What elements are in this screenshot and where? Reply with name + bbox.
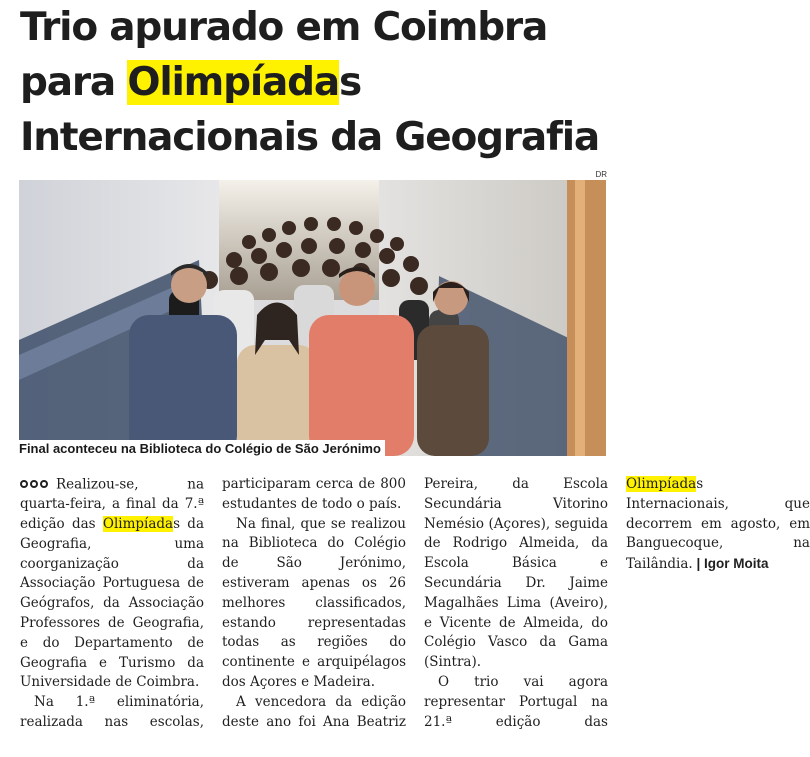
headline-line-2-suffix: s [338, 60, 361, 105]
paragraph-1-text-a: Realizou-se, na quarta-feira, a final da 7.ª edição das [20, 476, 204, 532]
bullet-dots-icon [20, 475, 50, 495]
paragraph-2: Na 1.ª eliminatória, realizada nas escolas, participaram cerca de 800 estudantes de todo o país. [20, 476, 406, 730]
photo-caption: Final aconteceu na Biblioteca do Colégio de São Jerónimo [19, 440, 385, 458]
paragraph-3: Na final, que se realizou na Biblioteca do Colégio de São Jerónimo, estiveram apenas os 26 melhores classificados, estando representadas todas as regiões do continente e arquipélagos dos Açores e Madeira. [222, 515, 406, 690]
article-body [20, 475, 810, 750]
highlighted-word: Olimpíada [626, 476, 697, 492]
headline-line-1: Trio apurado em Coimbra [20, 5, 548, 50]
paragraph-1-text-b: s da Geografia, uma coorganização da Associação Portuguesa de Geógrafos, da Associação Professores de Geografia, e do Departamento de Geografia e Turismo da Universidade de Coimbra. [20, 516, 204, 691]
paragraph-4: A vencedora da edição deste ano foi Ana Beatriz Pereira, da Escola Secundária Vitorino Nemésio (Açores), seguida de Rodrigo Almeida, da Escola Básica e Secundária Dr. Jaime Magalhães Lima (Aveiro), e Vicente de Almeida, do Colégio Vasco da Gama (Sintra). [222, 476, 608, 730]
author-byline: Igor Moita [703, 556, 769, 572]
paragraph-1 [20, 475, 204, 693]
headline [20, 0, 630, 165]
author-separator: | [692, 556, 704, 572]
photo-credit: DR [595, 170, 607, 179]
highlighted-word: Olimpíada [102, 516, 174, 532]
paragraph-5-text-b: s Internacionais, que decorrem em agosto, em Banguecoque, na Tailândia. [626, 476, 810, 573]
group-photo-illustration [19, 180, 606, 456]
paragraph-5-text-a: O trio vai agora representar Portugal na 21.ª edição das [424, 673, 608, 730]
headline-highlighted-word: Olimpíada [127, 60, 339, 105]
headline-line-3: Internacionais da Geografia [20, 115, 599, 160]
headline-line-2-prefix: para [20, 60, 128, 105]
article-photo [19, 180, 606, 456]
headline-line-2 [20, 55, 630, 110]
